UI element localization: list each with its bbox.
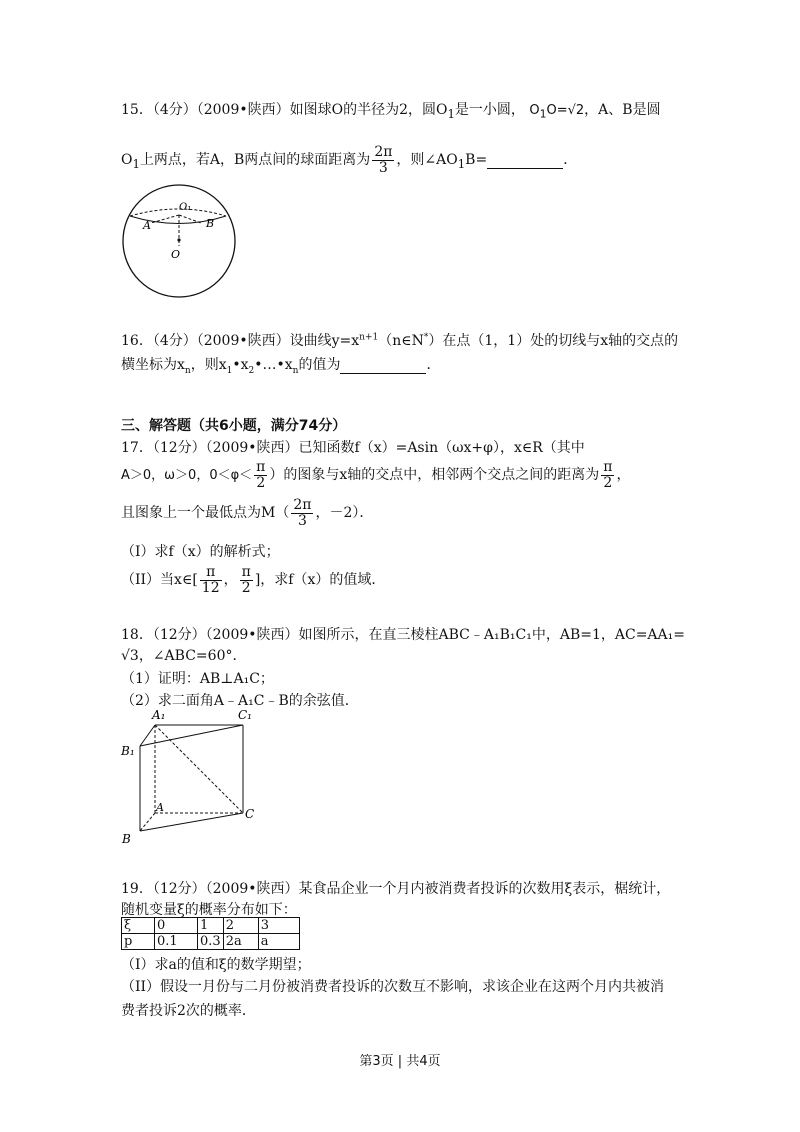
fraction-2pi-3: $\frac{2\pi}{3}$ (374, 144, 393, 176)
probability-table (121, 917, 300, 950)
edge-bc (140, 813, 243, 831)
q17-line2: A＞0，ω＞0，0＜φ＜ $\frac{\pi}{2}$ ）的图象与x轴的交点中，相邻两个交点之间的距离为 $\frac{\pi}{2}$ ， (121, 459, 631, 491)
center-dot (177, 238, 180, 241)
fraction-pi-2: $\frac{\pi}{2}$ (256, 459, 266, 491)
fraction-2pi-3-m: $\frac{2\pi}{3}$ (293, 497, 312, 529)
label-a: A (156, 801, 164, 814)
q16-line1: 16．（4分）（2009•陕西）设曲线$y=x^{n+1}(n\in N^*)$在点（1，1）处的切线与x轴的交点的 (121, 332, 679, 349)
answer-blank (340, 357, 426, 374)
q18-line2: √3，∠ABC=60°． (121, 648, 247, 664)
fraction-pi-2-b: $\frac{\pi}{2}$ (241, 564, 251, 596)
answer-blank (487, 152, 563, 169)
label-b: B (206, 217, 215, 230)
label-b: B (122, 832, 131, 846)
fraction-pi-12: $\frac{\pi}{12}$ (201, 564, 220, 596)
label-a1: A₁ (152, 708, 166, 722)
fraction-pi-2-dist: $\frac{\pi}{2}$ (603, 459, 613, 491)
q18-part1: （1）证明：AB⊥A₁C； (121, 671, 274, 687)
q18-part2: （2）求二面角A﹣A₁C﹣B的余弦值． (121, 693, 359, 709)
label-b1: B₁ (121, 744, 135, 758)
q19-line2: 随机变量ξ的概率分布如下： (121, 902, 297, 918)
section-heading: 三、解答题（共6小题，满分74分） (121, 418, 347, 434)
label-o1: O₁ (179, 202, 192, 213)
sphere-figure (118, 184, 243, 300)
q15-line1: 15．（4分）（2009•陕西）如图球O的半径为2，圆$O_1$是一小圆， $O_1O=√2$，A、B是圆 (121, 102, 661, 121)
q15-line2: $O_1$上两点，若A，B两点间的球面距离为 $\frac{2\pi}{3}$ ，则$\angle AO_1B=$ ． (121, 144, 578, 176)
label-o: O (171, 248, 181, 261)
o1o-expr: $O_1O=√2$ (529, 103, 585, 121)
q17-line3: 且图象上一个最低点为M（ $\frac{2\pi}{3}$ ，－2）． (121, 497, 374, 529)
label-c1: C₁ (238, 708, 252, 722)
q19-part2-line2: 费者投诉2次的概率． (121, 1003, 256, 1019)
page-footer: 第3页 | 共4页 (359, 1054, 441, 1069)
label-c: C (245, 807, 255, 821)
q19-part1: （I）求a的值和ξ的数学期望； (121, 957, 311, 973)
q17-part2: （II）当x∈[ $\frac{\pi}{12}$ ， $\frac{\pi}{2}$ ]，求f（x）的值域． (121, 564, 386, 596)
label-a: A (143, 219, 151, 232)
q19-part2-line1: （II）假设一月份与二月份被消费者投诉的次数互不影响，求该企业在这两个月内共被消 (121, 979, 665, 995)
q16-line2: 横坐标为$x_n$，则$x_1•x_2•\dots•x_n$的值为 ． (121, 357, 441, 376)
q17-part1: （I）求f（x）的解析式； (121, 544, 280, 560)
q19-line1: 19．（12分）（2009•陕西）某食品企业一个月内被消费者投诉的次数用ξ表示，椐统计， (121, 881, 671, 897)
edge-a1b1 (140, 725, 155, 746)
edge-a1c (155, 725, 243, 813)
q18-line1: 18．（12分）（2009•陕西）如图所示，在直三棱柱ABC﹣A₁B₁C₁中，AB=1，AC=AA₁= (121, 627, 685, 643)
prism-figure (118, 705, 278, 850)
q17-line1: 17．（12分）（2009•陕西）已知函数f（x）=Asin（ωx+φ），x∈R（其中 (121, 440, 585, 456)
table-row: p 0.1 0.3 2a a (122, 934, 300, 950)
table-row: ξ 0 1 2 3 (122, 918, 300, 934)
